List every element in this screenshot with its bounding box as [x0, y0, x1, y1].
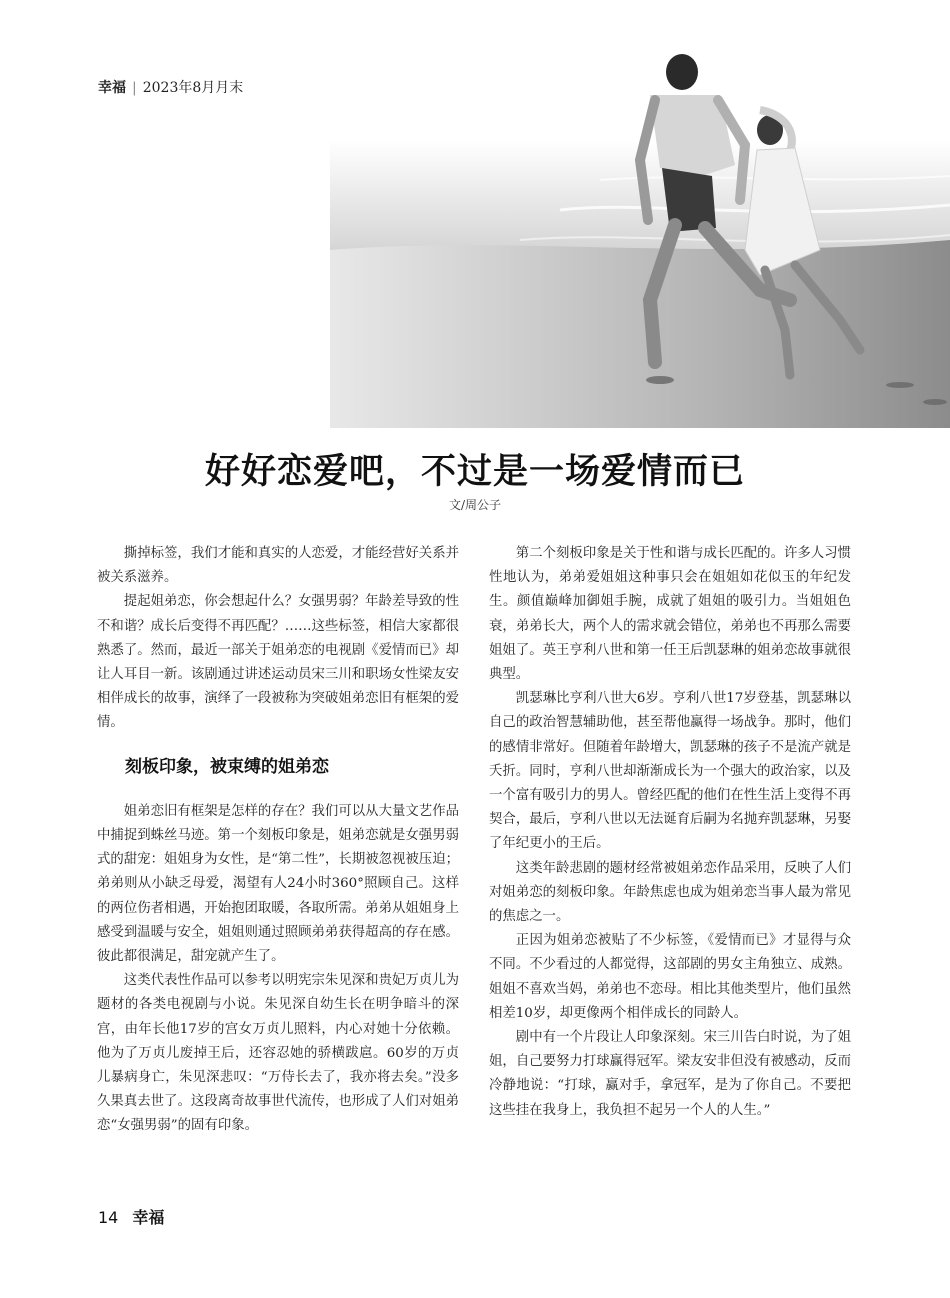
paragraph: 姐弟恋旧有框架是怎样的存在？我们可以从大量文艺作品中捕捉到蛛丝马迹。第一个刻板印象是，姐弟恋就是女强男弱式的甜宠：姐姐身为女性，是“第二性”，长期被忽视被压迫；弟弟则从小缺乏母爱，渴望有人24小时360°照顾自己。这样的两位伤者相遇，开始抱团取暖，各取所需。弟弟从姐姐身上感受到温暖与安全，姐姐则通过照顾弟弟获得超高的存在感。彼此都很满足，甜宠就产生了。	[97, 803, 459, 965]
paragraph: 这类年龄悲剧的题材经常被姐弟恋作品采用，反映了人们对姐弟恋的刻板印象。年龄焦虑也成为姐弟恋当事人最为常见的焦虑之一。	[489, 860, 851, 925]
page-footer	[98, 1205, 164, 1228]
article-byline: 文/周公子	[448, 498, 502, 512]
left-column	[97, 542, 459, 1139]
paragraph: 凯瑟琳比亨利八世大6岁。亨利八世17岁登基，凯瑟琳以自己的政治智慧辅助他，甚至帮他赢得一场战争。那时，他们的感情非常好。但随着年龄增大，凯瑟琳的孩子不是流产就是夭折。同时，亨利八世却渐渐成长为一个强大的政治家，以及一个富有吸引力的男人。曾经匹配的他们在性生活上变得不再契合，最后，亨利八世以无法诞育后嗣为名抛弃凯瑟琳，另娶了年纪更小的王后。	[489, 691, 851, 852]
section-subheading: 刻板印象，被束缚的姐弟恋	[125, 756, 329, 777]
article-title: 好好恋爱吧，不过是一场爱情而已	[204, 452, 745, 492]
header-issue-date: 2023年8月月末	[142, 80, 244, 96]
paragraph: 剧中有一个片段让人印象深刻。宋三川告白时说，为了姐姐，自己要努力打球赢得冠军。梁友安非但没有被感动，反而冷静地说：“打球，赢对手，拿冠军，是为了你自己。不要把这些挂在我身上，我负担不起另一个人的人生。”	[489, 1030, 851, 1118]
paragraph: 第二个刻板印象是关于性和谐与成长匹配的。许多人习惯性地认为，弟弟爱姐姐这种事只会在姐姐如花似玉的年纪发生。颜值巅峰加御姐手腕，成就了姐姐的吸引力。当姐姐色衰，弟弟长大，两个人的需求就会错位，弟弟也不再那么需要姐姐了。英王亨利八世和第一任王后凯瑟琳的姐弟恋故事就很典型。	[489, 546, 851, 683]
paragraph: 这类代表性作品可以参考以明宪宗朱见深和贵妃万贞儿为题材的各类电视剧与小说。朱见深自幼生长在明争暗斗的深宫，由年长他17岁的宫女万贞儿照料，内心对她十分依赖。他为了万贞儿废掉王后，还容忍她的骄横跋扈。60岁的万贞儿暴病身亡，朱见深悲叹：“万侍长去了，我亦将去矣。”没多久果真去世了。这段离奇故事世代流传，也形成了人们对姐弟恋“女强男弱”的固有印象。	[97, 973, 459, 1134]
paragraph: 正因为姐弟恋被贴了不少标签，《爱情而已》才显得与众不同。不少看过的人都觉得，这部剧的男女主角独立、成熟。姐姐不喜欢当妈，弟弟也不恋母。相比其他类型片，他们虽然相差10岁，却更像两个相伴成长的同龄人。	[489, 933, 851, 1021]
footer-magazine-name: 幸福	[132, 1208, 165, 1227]
right-column	[489, 542, 851, 1123]
header-magazine-name: 幸福	[98, 80, 126, 96]
beach-couple-photo	[0, 0, 950, 428]
paragraph: 撕掉标签，我们才能和真实的人恋爱，才能经营好关系并被关系滋养。	[97, 546, 459, 586]
page-number: 14	[98, 1208, 119, 1227]
paragraph: 提起姐弟恋，你会想起什么？女强男弱？年龄差导致的性不和谐？成长后变得不再匹配？……这些标签，相信大家都很熟悉了。然而，最近一部关于姐弟恋的电视剧《爱情而已》却让人耳目一新。该剧通过讲述运动员宋三川和职场女性梁友安相伴成长的故事，演绎了一段被称为突破姐弟恋旧有框架的爱情。	[97, 594, 459, 731]
header-separator: |	[132, 80, 137, 96]
